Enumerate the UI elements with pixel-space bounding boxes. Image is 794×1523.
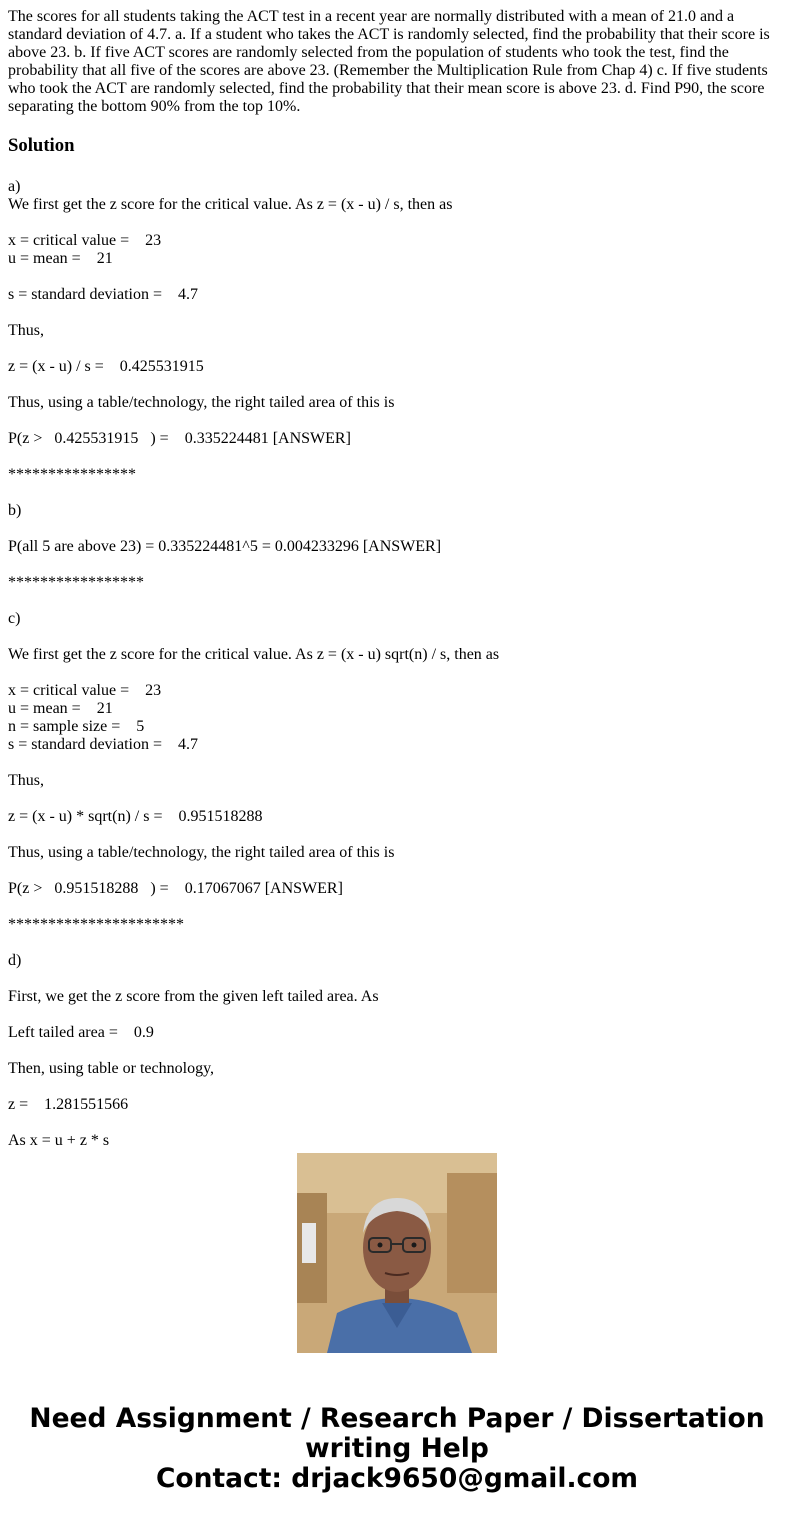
solution-line: Thus, using a table/technology, the right tailed area of this is — [8, 844, 395, 861]
solution-line — [8, 1006, 784, 1024]
solution-line — [8, 268, 784, 286]
solution-line: Then, using table or technology, — [8, 1060, 215, 1077]
solution-line — [8, 1078, 784, 1096]
solution-line — [8, 970, 784, 988]
solution-line — [8, 448, 784, 466]
solution-line — [8, 898, 784, 916]
solution-line — [8, 484, 784, 502]
solution-line: Left tailed area = 0.9 — [8, 1024, 154, 1041]
solution-line — [8, 826, 784, 844]
footer-banner — [0, 1404, 794, 1494]
solution-line: We first get the z score for the critical value. As z = (x - u) / s, then as — [8, 196, 453, 213]
solution-line: P(all 5 are above 23) = 0.335224481^5 = 0.004233296 [ANSWER] — [8, 538, 442, 555]
solution-line: d) — [8, 952, 22, 969]
solution-line: s = standard deviation = 4.7 — [8, 736, 199, 753]
solution-line — [8, 556, 784, 574]
solution-line: ********************** — [8, 916, 184, 933]
solution-line: We first get the z score for the critical value. As z = (x - u) sqrt(n) / s, then as — [8, 646, 500, 663]
solution-line: ***************** — [8, 574, 144, 591]
solution-line: **************** — [8, 466, 136, 483]
solution-line: u = mean = 21 — [8, 250, 113, 267]
author-portrait-icon — [297, 1153, 497, 1353]
solution-line: Thus, using a table/technology, the right tailed area of this is — [8, 394, 395, 411]
solution-line — [8, 1114, 784, 1132]
solution-line: x = critical value = 23 — [8, 232, 162, 249]
solution-heading: Solution — [8, 135, 75, 156]
solution-line: z = (x - u) / s = 0.425531915 — [8, 358, 204, 375]
solution-line — [8, 412, 784, 430]
footer-contact: Contact: drjack9650@gmail.com — [155, 1463, 639, 1494]
footer-line-2: writing Help — [305, 1433, 489, 1464]
solution-line: Thus, — [8, 772, 44, 789]
solution-line: z = 1.281551566 — [8, 1096, 129, 1113]
solution-line: s = standard deviation = 4.7 — [8, 286, 199, 303]
solution-line: P(z > 0.951518288 ) = 0.17067067 [ANSWER] — [8, 880, 343, 897]
solution-line — [8, 304, 784, 322]
solution-line — [8, 376, 784, 394]
solution-line: P(z > 0.425531915 ) = 0.335224481 [ANSWER] — [8, 430, 351, 447]
solution-line: u = mean = 21 — [8, 700, 113, 717]
solution-line — [8, 592, 784, 610]
document-body — [8, 8, 784, 1149]
solution-line — [8, 340, 784, 358]
solution-line — [8, 214, 784, 232]
solution-line: a) — [8, 178, 21, 195]
solution-line: b) — [8, 502, 22, 519]
solution-line — [8, 754, 784, 772]
solution-line: First, we get the z score from the given left tailed area. As — [8, 988, 379, 1005]
solution-line: n = sample size = 5 — [8, 718, 145, 735]
solution-line — [8, 520, 784, 538]
solution-line: Thus, — [8, 322, 44, 339]
author-photo — [297, 1153, 497, 1353]
solution-line: As x = u + z * s — [8, 1132, 110, 1149]
solution-line — [8, 664, 784, 682]
question-text: The scores for all students taking the ACT test in a recent year are normally distributed with a mean of 21.0 and a standard deviation of 4.7. a. If a student who takes the ACT is randomly selected, find the probability that their score is above 23. b. If five ACT scores are randomly selected from the population of students who took the test, find the probability that all five of the scores are above 23. (Remember the Multiplication Rule from Chap 4) c. If five students who took the ACT are randomly selected, find the probability that their mean score is above 23. d. Find P90, the score separating the bottom 90% from the top 10%. — [8, 8, 770, 115]
solution-line: x = critical value = 23 — [8, 682, 162, 699]
solution-line — [8, 1042, 784, 1060]
solution-line: z = (x - u) * sqrt(n) / s = 0.951518288 — [8, 808, 263, 825]
solution-line — [8, 790, 784, 808]
solution-line — [8, 934, 784, 952]
footer-line-1: Need Assignment / Research Paper / Dissertation — [29, 1403, 765, 1434]
solution-line — [8, 628, 784, 646]
solution-line: c) — [8, 610, 21, 627]
solution-line — [8, 862, 784, 880]
solution-lines — [8, 178, 784, 1150]
